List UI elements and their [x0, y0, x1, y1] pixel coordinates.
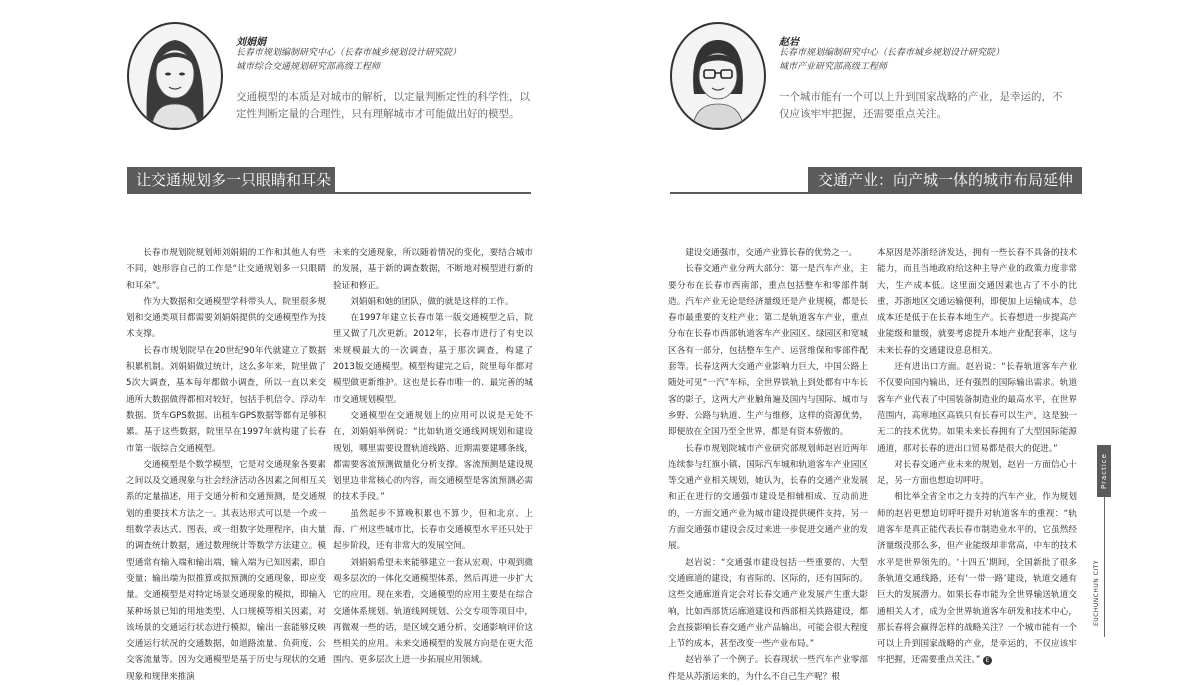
profile-org-zhao-2: 城市产业研究部高级工程师 [779, 62, 888, 72]
paragraph [877, 489, 1077, 668]
section-tab [1097, 445, 1111, 497]
magazine-name: EUCHUNCHUN CITY [1093, 560, 1100, 627]
text-column-2 [333, 245, 533, 669]
banner-underline-left [127, 192, 531, 194]
section-banner-right [808, 167, 1082, 193]
section-title-right: 交通产业：向产城一体的城市布局延伸 [818, 171, 1074, 189]
paragraph: 长春市规划院规划师刘娟娟的工作和其他人有些不同，她形容自己的工作是“让交通规划多一只眼睛和耳朵”。 [126, 248, 326, 291]
portrait-liu-illustration [129, 24, 221, 128]
section-banner-left [127, 167, 335, 193]
paragraph: 虽然起步不算晚积累也不算少，但和北京、上海、广州这些城市比，长春市交通模型水平还只处于起步阶段，还有非常大的发展空间。 [333, 508, 533, 552]
profile-quote-zhao: 一个城市能有一个可以上升到国家战略的产业，是幸运的，不仅应该牢牢把握，还需要重点关注。 [779, 91, 1063, 120]
profile-org-zhao-1: 长春市规划编制研究中心（长春市城乡规划设计研究院） [779, 48, 1005, 58]
paragraph: 赵岩说：“交通强市建设包括一些重要的、大型交通廊道的建设，有省际的、区际的，还有国际的。这些交通廊道肯定会对长春交通产业发展产生重大影响，比如西部货运廊道建设和西部相关铁路建设，都会直接影响长春交通产业产品输出，可能会很大程度上节约成本，甚至改变一些产业布局。” [668, 557, 868, 650]
paragraph: 建设交通强市，交通产业算长春的优势之一。 [685, 248, 858, 258]
text-column-1 [126, 245, 326, 685]
paragraph: 对长春交通产业未来的规划，赵岩一方面信心十足，另一方面也想迫切呼吁。 [877, 459, 1077, 487]
paragraph: 赵岩举了一个例子。长春现状一些汽车产业零部件是从苏浙运来的，为什么不自己生产呢？根 [668, 655, 868, 682]
paragraph: 刘娟娟希望未来能够建立一套从宏观、中观到微观多层次的一体化交通模型体系，然后再进一步扩大它的应用。现在来看，交通模型的应用主要是在综合交通体系规划、轨道线网规划、公交专项等项目中，再微观一些的话，是区域交通分析、交通影响评价这些相关的应用。未来交通模型的发展方向是在更大范围内、更多层次上进一步拓展应用领域。 [333, 557, 533, 666]
paragraph: 长春市规划院早在20世纪90年代就建立了数据积累机制。刘娟娟做过统计，这么多年来，院里做了5次大调查，基本每年都做小调查，所以一直以来交通所大数据做得都相对较好，包括手机信令、浮动车数据、货车GPS数据、出租车GPS数据等都有足够积累。基于这些数据，院里早在1997年就构建了长春市第一版综合交通模型。 [126, 345, 326, 454]
paragraph: 在1997年建立长春市第一版交通模型之后，院里又做了几次更新。2012年，长春市进行了有史以来规模最大的一次调查，基于那次调查，构建了2013版交通模型。模型构建完之后，院里每年都对模型做更新维护。这也是长春市唯一的、最完善的城市交通规划模型。 [333, 313, 533, 405]
article-end-icon: E [983, 656, 992, 665]
text-column-3 [668, 245, 868, 685]
paragraph: 本原因是苏浙经济发达，拥有一些长春不具备的技术能力，而且当地政府给这种主导产业的政策力度非常大，生产成本低。这里面交通因素也占了不小的比重，苏浙地区交通运输便利，即便加上运输成本，总成本还是低于在长春本地生产。长春想进一步提高产业能级和量级，就要考虑提升本地产业配套率，这与未来长春的交通建设息息相关。 [877, 248, 1077, 356]
profile-name-liu: 刘娟娟 [236, 37, 266, 48]
paragraph: 长春交通产业分两大部分：第一是汽车产业，主要分布在长春市西南部，重点包括整车和零部件制造。汽车产业无论是经济量级还是产业规模，都是长春市最重要的支柱产业；第二是轨道客车产业，重点分布在长春市西部轨道客车产业园区、绿园区和宽城区各有一部分，包括整车生产、运营维保和零部件配套等。长春这两大交通产业影响力巨大，中国公路上随处可见“一汽”车标，全世界铁轨上到处都有中车长客的影子，这两大产业触角遍及国内与国际、城市与乡野、公路与轨道、生产与维修，这样的资源优势，即便放在全国乃至全世界，都是有资本骄傲的。 [668, 264, 868, 438]
banner-underline-right [670, 192, 1082, 194]
portrait-zhao [670, 22, 766, 130]
profile-name-zhao: 赵岩 [779, 37, 799, 48]
profile-quote-liu: 交通模型的本质是对城市的解析，以定量判断定性的科学性，以定性判断定量的合理性，只有理解城市才可能做出好的模型。 [236, 91, 530, 120]
paragraph: 还有进出口方面。赵岩说：“长春轨道客车产业不仅要向国内输出，还有强烈的国际输出需求。轨道客车产业代表了中国装备制造业的最高水平，在世界范围内，高寒地区高铁只有长春可以生产，这是独一无二的技术优势。如果未来长春拥有了大型国际能源通道，那对长春的进出口贸易都是很大的促进。” [877, 362, 1077, 454]
paragraph: 交通模型在交通规划上的应用可以说是无处不在，刘娟娟举例说：“比如轨道交通线网规划和建设规划，哪里需要设置轨道线路、近期需要建哪条线，都需要客流预测做量化分析支撑。客流预测是建设规划里边非常核心的内容，而交通模型是客流预测必需的技术手段。” [333, 410, 533, 503]
paragraph: 未来的交通现象，所以随着情况的变化，要结合城市的发展，基于新的调查数据，不断地对模型进行新的验证和修正。 [333, 248, 533, 291]
portrait-liu [127, 22, 223, 130]
paragraph-text: 相比举全省全市之力支持的汽车产业，作为规划师的赵岩更想迫切呼吁提升对轨道客车的重视：“轨道客车是真正能代表长春市制造业水平的，它虽然经济量级没那么多，但产业能级却非常高，中车的技术水平是世界领先的。‘十四五’期间，全国新批了很多条轨道交通线路，还有‘一带一路’建设，轨道交通有巨大的发展潜力。如果长春市能为全世界输送轨道交通相关人才，成为全世界轨道客车研发和技术中心，那长春将会赢得怎样的战略关注？一个城市能有一个可以上升到国家战略的产业，是幸运的，不仅应该牢牢把握，还需要重点关注。” [877, 492, 1077, 666]
text-column-4 [877, 245, 1077, 669]
profile-org-liu-1: 长春市规划编制研究中心（长春市城乡规划设计研究院） [236, 48, 462, 58]
paragraph: 作为大数据和交通模型学科带头人，院里很多规划和交通类项目都需要刘娟娟提供的交通模型作为技术支撑。 [126, 296, 326, 340]
paragraph: 交通模型是个数学模型，它是对交通现象各要素之间以及交通现象与社会经济活动各因素之间相互关系的定量描述，用于交通分析和交通预测，是交通规划的重要技术方法之一。其表达形式可以是一个或一组数学表达式、图表，或一组数字处理程序，由大量的调查统计数据，通过数理统计等数学方法建立。模型通常有输入端和输出端，输入端为已知因素，即自变量；输出端为拟推算或拟预测的交通现象，即应变量。交通模型是对特定场景交通现象的模拟，即输入某种场景已知的用地类型、人口规模等相关因素，对该场景的交通运行状态进行模拟，输出一套能够反映交通运行状况的交通数据，如道路流量、负荷度、公交客流量等。因为交通模型是基于历史与现状的交通现象和规律来推演 [126, 459, 326, 682]
paragraph: 长春市规划院城市产业研究部规划师赵岩近两年连续参与红旗小镇、国际汽车城和轨道客车产业园区等交通产业相关规划，她认为，长春的交通产业发展和正在进行的交通强市建设是相辅相成、互动前进的，一方面交通产业为城市建设提供硬件支持，另一方面交通强市建设会反过来进一步促进交通产业的发展。 [668, 443, 868, 552]
profile-org-liu-2: 城市综合交通规划研究部高级工程师 [236, 62, 381, 72]
portrait-zhao-illustration [672, 24, 764, 128]
section-title-left: 让交通规划多一只眼睛和耳朵 [136, 171, 332, 189]
section-tab-label: Practice [1100, 453, 1108, 489]
paragraph: 刘娟娟和她的团队，做的就是这样的工作。 [350, 296, 514, 307]
